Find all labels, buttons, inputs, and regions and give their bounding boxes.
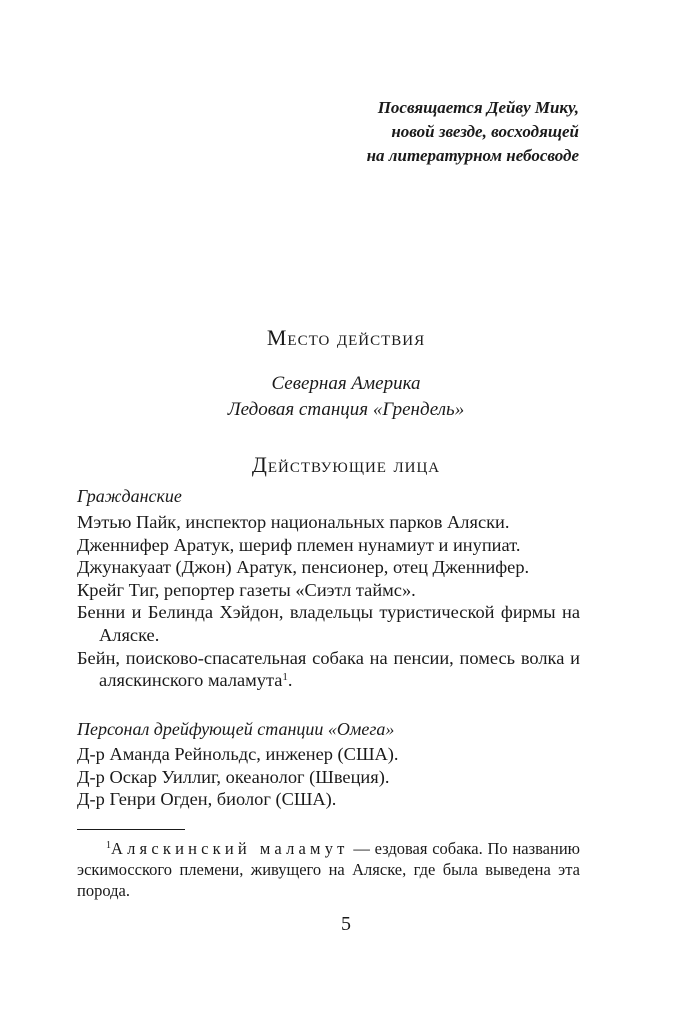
character-entry-text: Бейн, поисково-спасательная собака на пенсии, помесь волка и аляскинского маламута [77, 647, 580, 691]
dedication-line: на литературном небосводе [366, 146, 579, 165]
omega-list [77, 743, 580, 811]
setting-line: Северная Америка [271, 373, 421, 394]
character-entry: Дженнифер Аратук, шериф племен нунамиут и инупиат. [77, 534, 521, 555]
omega-title: Персонал дрейфующей станции «Омега» [77, 719, 395, 739]
dedication-line: Посвящается Дейву Мику, [377, 98, 579, 117]
page-number: 5 [341, 913, 351, 935]
footnote-term: Аляскинский маламут [111, 839, 349, 858]
footnote-divider [77, 829, 185, 830]
character-entry: Д-р Аманда Рейнольдс, инженер (США). [77, 744, 399, 764]
footnote-number: 1 [106, 840, 111, 851]
character-entry [77, 647, 580, 692]
setting-heading: Место действия [266, 325, 426, 350]
footnote [77, 838, 580, 901]
character-entry: Д-р Генри Огден, биолог (США). [77, 789, 337, 810]
character-entry: Бенни и Белинда Хэйдон, владельцы туристической фирмы на Аляске. [77, 602, 580, 645]
footnote-body [77, 838, 580, 901]
dedication-line: новой звезде, восходящей [391, 122, 579, 141]
character-entry: Мэтью Пайк, инспектор национальных парков Аляски. [77, 512, 510, 532]
civilians-list [77, 511, 580, 692]
entry-end: . [287, 670, 293, 691]
setting-block [0, 371, 692, 423]
setting-line: Ледовая станция «Грендель» [227, 399, 465, 420]
dedication [367, 96, 579, 168]
civilians-title: Гражданские [77, 486, 182, 506]
footnote-marker[interactable]: 1 [282, 671, 288, 684]
footnote-text: — ездовая собака. По названию эскимосского племени, живущего на Аляске, где была выведена эта порода. [77, 839, 580, 900]
character-entry: Д-р Оскар Уиллиг, океанолог (Швеция). [77, 766, 390, 787]
character-entry: Крейг Тиг, репортер газеты «Сиэтл таймс». [77, 579, 416, 600]
cast-heading: Действующие лица [251, 452, 441, 477]
character-entry: Джунакуаат (Джон) Аратук, пенсионер, отец Дженнифер. [77, 557, 530, 578]
